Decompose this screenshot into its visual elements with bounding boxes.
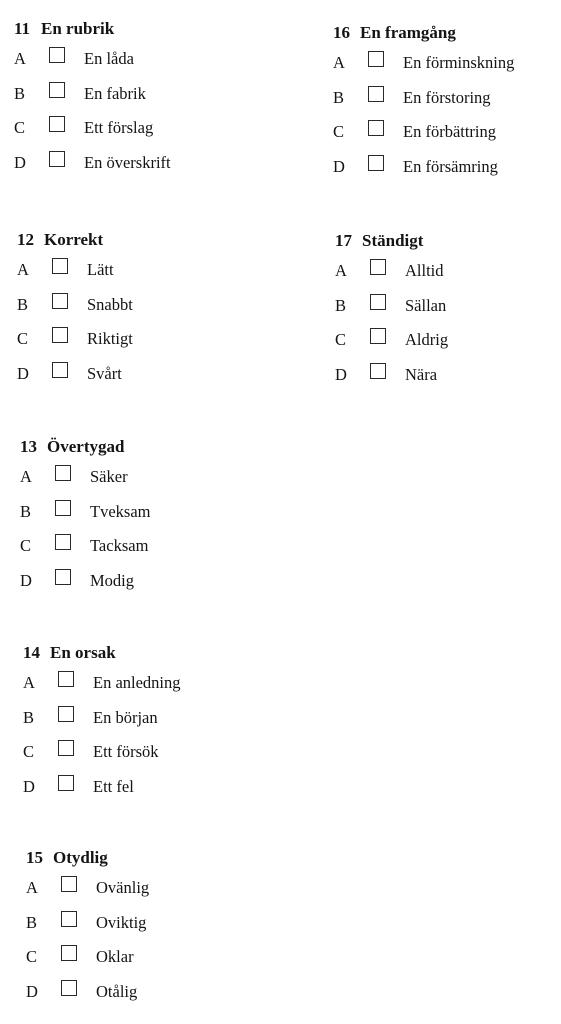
option-a: [333, 46, 561, 81]
option-text: Ett förslag: [84, 118, 154, 137]
question-header: [23, 638, 263, 666]
option-text: Svårt: [87, 363, 122, 383]
option-letter: C: [335, 330, 347, 349]
checkbox[interactable]: [52, 327, 68, 343]
option-c: [23, 735, 263, 770]
checkbox[interactable]: [49, 151, 65, 167]
option-text: Lätt: [87, 260, 114, 279]
checkbox[interactable]: [61, 876, 77, 892]
option-letter: A: [26, 878, 38, 897]
question-number: 11: [14, 18, 31, 38]
option-text: Alltid: [405, 261, 444, 280]
question-title: En orsak: [50, 642, 116, 662]
option-text: Ovänlig: [96, 878, 150, 897]
checkbox[interactable]: [58, 740, 74, 756]
checkbox[interactable]: [55, 569, 71, 585]
option-d: [333, 150, 561, 185]
option-letter: B: [335, 295, 347, 315]
option-c: [20, 529, 260, 564]
option-text: En låda: [84, 49, 134, 68]
question-header: [26, 843, 266, 871]
option-b: [14, 77, 254, 112]
option-text: Nära: [405, 364, 438, 384]
option-letter: B: [17, 294, 29, 314]
checkbox[interactable]: [368, 51, 384, 67]
checkbox[interactable]: [370, 259, 386, 275]
option-d: [17, 357, 257, 392]
option-text: Aldrig: [405, 330, 449, 349]
option-b: [23, 701, 263, 736]
option-b: [20, 495, 260, 530]
option-text: Tveksam: [90, 501, 151, 521]
checkbox[interactable]: [61, 980, 77, 996]
question-header: [17, 225, 257, 253]
checkbox[interactable]: [49, 82, 65, 98]
option-text: Säker: [90, 467, 128, 486]
option-letter: A: [14, 49, 26, 68]
option-letter: C: [14, 118, 26, 137]
option-text: Riktigt: [87, 329, 133, 348]
question-header: [14, 14, 254, 42]
question-number: 14: [23, 642, 40, 662]
option-text: En förstoring: [403, 87, 491, 107]
option-text: Oviktig: [96, 912, 147, 932]
question-title: Otydlig: [53, 847, 108, 867]
option-letter: D: [20, 570, 32, 590]
checkbox[interactable]: [58, 775, 74, 791]
question-title: Övertygad: [47, 436, 125, 456]
option-a: [335, 254, 561, 289]
checkbox[interactable]: [370, 328, 386, 344]
option-letter: B: [23, 707, 35, 727]
question-title: En framgång: [360, 22, 456, 42]
option-d: [23, 770, 263, 805]
option-letter: B: [20, 501, 32, 521]
option-a: [20, 460, 260, 495]
option-d: [14, 146, 254, 181]
option-text: En anledning: [93, 673, 181, 692]
checkbox[interactable]: [49, 116, 65, 132]
option-text: En överskrift: [84, 152, 171, 172]
option-text: Modig: [90, 570, 135, 590]
option-letter: D: [26, 981, 38, 1001]
option-letter: A: [333, 53, 345, 72]
option-text: Sällan: [405, 295, 447, 315]
question-number: 15: [26, 847, 43, 867]
question-number: 17: [335, 230, 352, 250]
option-b: [333, 81, 561, 116]
checkbox[interactable]: [52, 293, 68, 309]
option-c: [333, 115, 561, 150]
question-17: [335, 226, 561, 392]
option-b: [335, 289, 561, 324]
option-letter: D: [14, 152, 26, 172]
checkbox[interactable]: [58, 671, 74, 687]
option-d: [335, 358, 561, 393]
checkbox[interactable]: [58, 706, 74, 722]
option-letter: A: [335, 261, 347, 280]
option-letter: A: [20, 467, 32, 486]
option-text: En försämring: [403, 156, 498, 176]
checkbox[interactable]: [370, 294, 386, 310]
option-letter: B: [333, 87, 345, 107]
option-letter: D: [23, 776, 35, 796]
question-12: [17, 225, 257, 391]
option-text: Tacksam: [90, 536, 149, 555]
option-letter: D: [335, 364, 347, 384]
option-text: Oklar: [96, 947, 134, 966]
question-header: [335, 226, 561, 254]
question-16: [333, 18, 561, 184]
option-text: Otålig: [96, 981, 138, 1001]
option-c: [335, 323, 561, 358]
checkbox[interactable]: [61, 945, 77, 961]
option-letter: C: [17, 329, 29, 348]
option-b: [26, 906, 266, 941]
option-a: [14, 42, 254, 77]
question-14: [23, 638, 263, 804]
option-c: [17, 322, 257, 357]
option-text: Ett fel: [93, 776, 134, 796]
checkbox[interactable]: [55, 465, 71, 481]
question-number: 12: [17, 229, 34, 249]
option-a: [17, 253, 257, 288]
checkbox[interactable]: [368, 155, 384, 171]
question-15: [26, 843, 266, 1009]
option-text: En fabrik: [84, 83, 146, 103]
option-text: En början: [93, 707, 158, 727]
checkbox[interactable]: [49, 47, 65, 63]
option-letter: D: [333, 156, 345, 176]
checkbox[interactable]: [52, 258, 68, 274]
checkbox[interactable]: [61, 911, 77, 927]
option-letter: A: [23, 673, 35, 692]
checkbox[interactable]: [370, 363, 386, 379]
option-text: En förbättring: [403, 122, 497, 141]
option-letter: C: [333, 122, 345, 141]
option-text: En förminskning: [403, 53, 515, 72]
question-13: [20, 432, 260, 598]
option-a: [23, 666, 263, 701]
option-letter: D: [17, 363, 29, 383]
option-text: Ett försök: [93, 742, 159, 761]
option-letter: A: [17, 260, 29, 279]
checkbox[interactable]: [368, 120, 384, 136]
question-header: [20, 432, 260, 460]
checkbox[interactable]: [55, 500, 71, 516]
option-letter: B: [26, 912, 38, 932]
question-title: Ständigt: [362, 230, 424, 250]
option-letter: C: [26, 947, 38, 966]
checkbox[interactable]: [368, 86, 384, 102]
option-d: [20, 564, 260, 599]
option-letter: C: [23, 742, 35, 761]
question-11: [14, 14, 254, 180]
question-header: [333, 18, 561, 46]
option-letter: B: [14, 83, 26, 103]
question-title: Korrekt: [44, 229, 104, 249]
option-c: [14, 111, 254, 146]
option-b: [17, 288, 257, 323]
option-text: Snabbt: [87, 294, 133, 314]
question-number: 13: [20, 436, 37, 456]
checkbox[interactable]: [52, 362, 68, 378]
question-number: 16: [333, 22, 350, 42]
option-c: [26, 940, 266, 975]
option-a: [26, 871, 266, 906]
option-letter: C: [20, 536, 32, 555]
option-d: [26, 975, 266, 1010]
question-title: En rubrik: [41, 18, 115, 38]
checkbox[interactable]: [55, 534, 71, 550]
